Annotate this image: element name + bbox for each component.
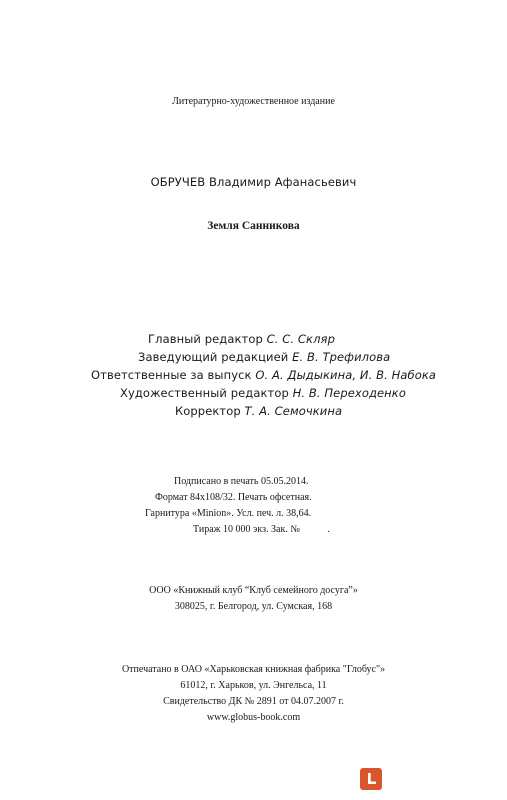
printer-certificate: Свидетельство ДК № 2891 от 04.07.2007 г. (163, 696, 344, 707)
signed-line: Подписано в печать 05.05.2014. (174, 476, 309, 487)
author-name: ОБРУЧЕВ Владимир Афанасьевич (150, 175, 357, 189)
format-line: Формат 84x108/32. Печать офсетная. (155, 492, 312, 503)
head-editorial-line: Заведующий редакцией Е. В. Трефилова (138, 350, 391, 364)
typeface-line: Гарнитура «Minion». Усл. печ. л. 38,64. (145, 508, 312, 519)
printer-name: Отпечатано в ОАО «Харьковская книжная фабрика "Глобус"» (121, 664, 386, 675)
litres-logo-icon (360, 768, 382, 790)
responsible-line: Ответственные за выпуск О. А. Дыдыкина, И. В. Набока (91, 368, 437, 382)
printer-website: www.globus-book.com (206, 712, 301, 723)
publisher-name: ООО «Книжный клуб “Клуб семейного досуга”» (149, 585, 358, 596)
run-line: Тираж 10 000 экз. Зак. № . (193, 524, 330, 535)
publisher-address: 308025, г. Белгород, ул. Сумская, 168 (174, 601, 333, 612)
book-title: Земля Санникова (207, 220, 300, 232)
art-editor-line: Художественный редактор Н. В. Переходенко (120, 386, 406, 400)
chief-editor-line: Главный редактор С. С. Скляр (148, 332, 335, 346)
corrector-line: Корректор Т. А. Семочкина (175, 404, 343, 418)
printer-address: 61012, г. Харьков, ул. Энгельса, 11 (180, 680, 327, 691)
edition-type: Литературно-художественное издание (172, 96, 335, 107)
